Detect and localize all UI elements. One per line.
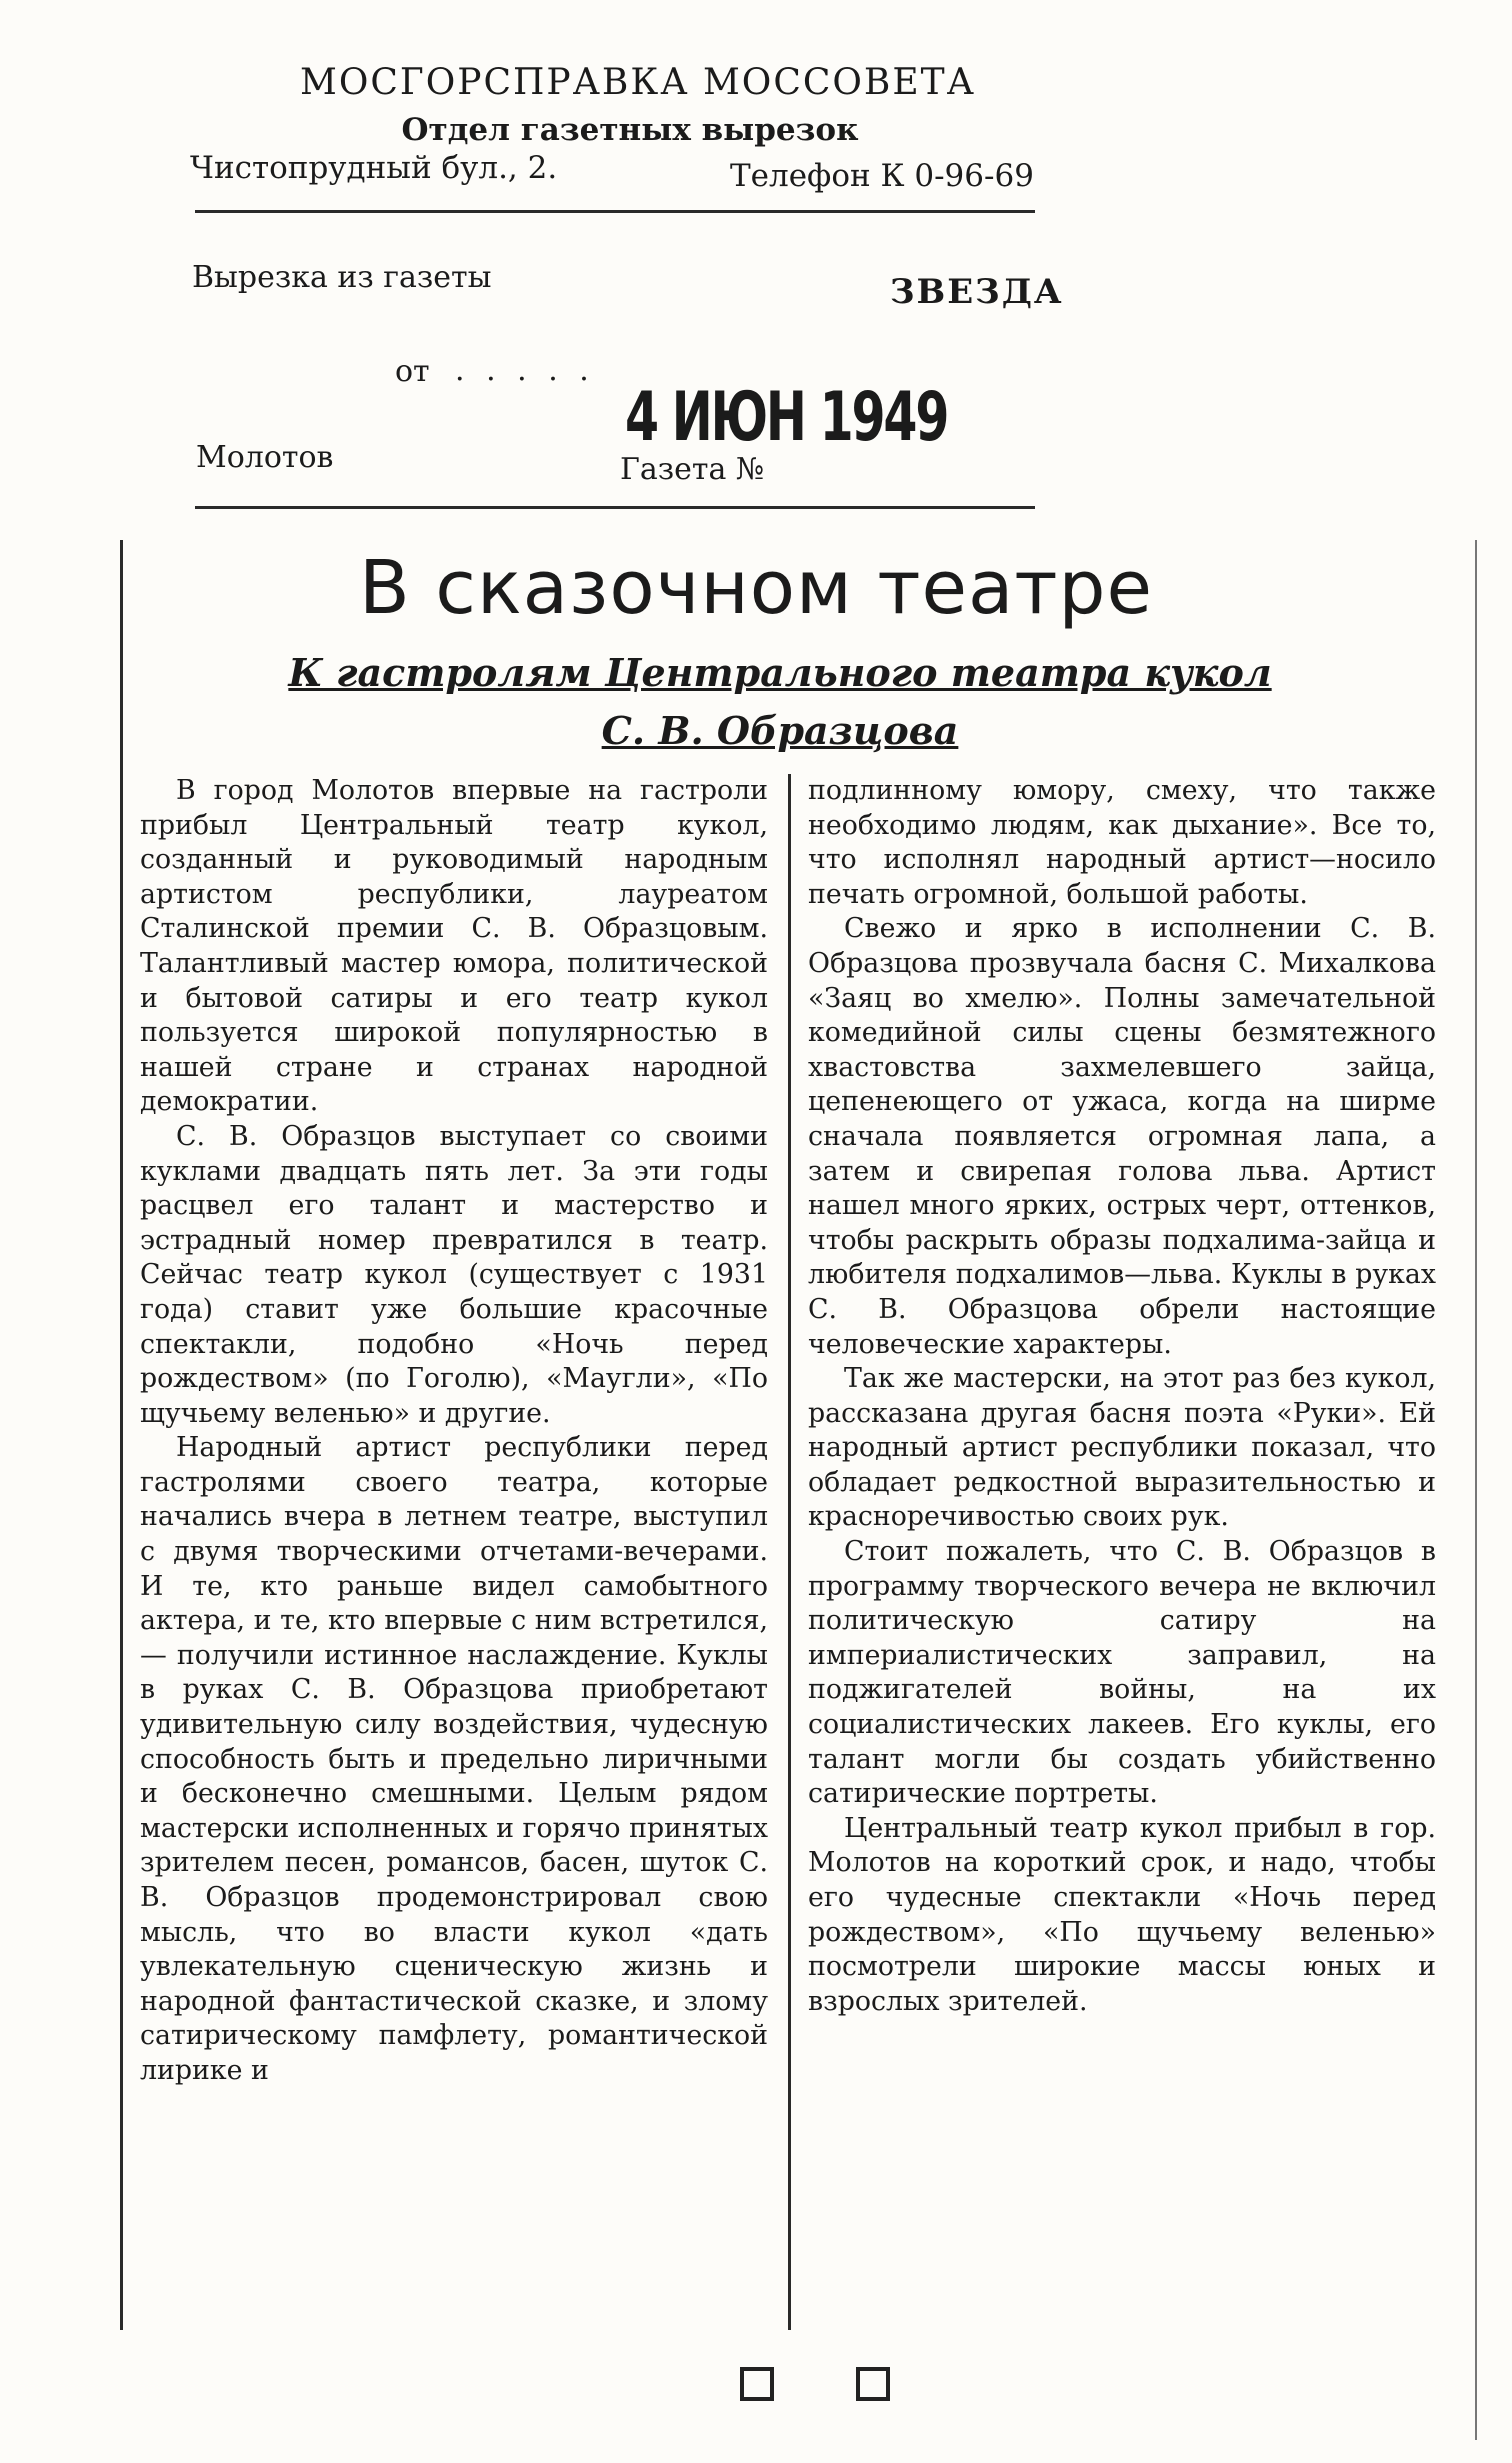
date-stamp: 4 ИЮН 1949 — [625, 378, 948, 457]
column-divider — [788, 774, 791, 2330]
address: Чистопрудный бул., 2. — [190, 150, 558, 186]
dotted-leader: · · · · · — [455, 362, 595, 397]
paragraph: Народный артист республики перед гастролями своего театра, которые начались вчера в летнем театре, выступил с двумя творческими отчетами-вечерами. И те, кто раньше видел самобытного актера, и те, кто впервые с ним встретился, — получили истинное наслаждение. Куклы в руках С. В. Образцова приобретают удивительную силу воздействия, чудесную способность быть и предельно лиричными и бесконечно смешными. Целым рядом мастерски исполненных и горячо принятых зрителем песен, романсов, басен, шуток С. В. Образцов продемонстрировал свою мысль, что во власти кукол «дать увлекательную сценическую жизнь и народной фантастической сказке, и злому сатирическому памфлету, романтической лирике и — [140, 1432, 768, 2086]
left-border — [120, 540, 123, 2330]
from-label: от — [395, 354, 430, 389]
gazette-number-label: Газета № — [620, 452, 765, 487]
phone: Телефон К 0-96-69 — [730, 158, 1034, 194]
left-column — [140, 774, 768, 2089]
article-subtitle: К гастролям Центрального театра кукол — [288, 650, 1272, 695]
newspaper-name: ЗВЕЗДА — [890, 272, 1064, 312]
right-border — [1475, 540, 1477, 2440]
paragraph: В город Молотов впервые на гастроли прибыл Центральный театр кукол, созданный и руководимый народным артистом республики, лауреатом Сталинской премии С. В. Образцовым. Талантливый мастер юмора, политической и бытовой сатиры и его театр кукол пользуется широкой популярностью в нашей стране и странах народной демократии. — [140, 775, 768, 1118]
end-mark-square — [740, 2367, 774, 2401]
end-mark-square — [856, 2367, 890, 2401]
right-column — [808, 774, 1436, 2019]
org-name: МОСГОРСПРАВКА МОССОВЕТА — [300, 62, 976, 103]
department-name: Отдел газетных вырезок — [401, 112, 859, 148]
city: Молотов — [196, 440, 334, 475]
paragraph: Стоит пожалеть, что С. В. Образцов в программу творческого вечера не включил политическую сатиру на империалистических заправил, на поджигателей войны, на их социалистических лакеев. Его куклы, его талант могли бы создать убийственно сатирические портреты. — [808, 1536, 1436, 1810]
paragraph: Центральный театр кукол прибыл в гор. Молотов на короткий срок, и надо, чтобы его чудесные спектакли «Ночь перед рождеством», «По щучьему веленью» посмотрели широкие массы юных и взрослых зрителей. — [808, 1812, 1436, 2017]
clipping-divider — [195, 506, 1035, 509]
header-divider — [195, 210, 1035, 213]
paragraph: С. В. Образцов выступает со своими куклами двадцать пять лет. За эти годы расцвел его талант и мастерство и эстрадный номер превратился в театр. Сейчас театр кукол (существует с 1931 года) ставит уже большие красочные спектакли, подобно «Ночь перед рождеством» (по Гоголю), «Маугли», «По щучьему веленью» и другие. — [140, 1120, 768, 1429]
article-title: В сказочном театре — [359, 545, 1153, 631]
paragraph: Свежо и ярко в исполнении С. В. Образцова прозвучала басня С. Михалкова «Заяц во хмелю». Полны замечательной комедийной силы сцены безмятежного хвастовства захмелевшего зайца, цепенеющего от ужаса, когда на ширме сначала появляется огромная лапа, а затем и свирепая голова льва. Артист нашел много ярких, острых черт, оттенков, чтобы раскрыть образы подхалима-зайца и любителя подхалимов—льва. Куклы в руках С. В. Образцова обрели настоящие человеческие характеры. — [808, 913, 1436, 1360]
article-author: С. В. Образцова — [601, 708, 959, 753]
clipping-label: Вырезка из газеты — [192, 260, 492, 295]
paragraph: Так же мастерски, на этот раз без кукол, рассказана другая басня поэта «Руки». Ей народный артист республики показал, что обладает редкостной выразительностью и красноречивостью своих рук. — [808, 1363, 1436, 1533]
paragraph: подлинному юмору, смеху, что также необходимо людям, как дыхание». Все то, что исполнял народный артист—носило печать огромной, большой работы. — [808, 775, 1436, 910]
